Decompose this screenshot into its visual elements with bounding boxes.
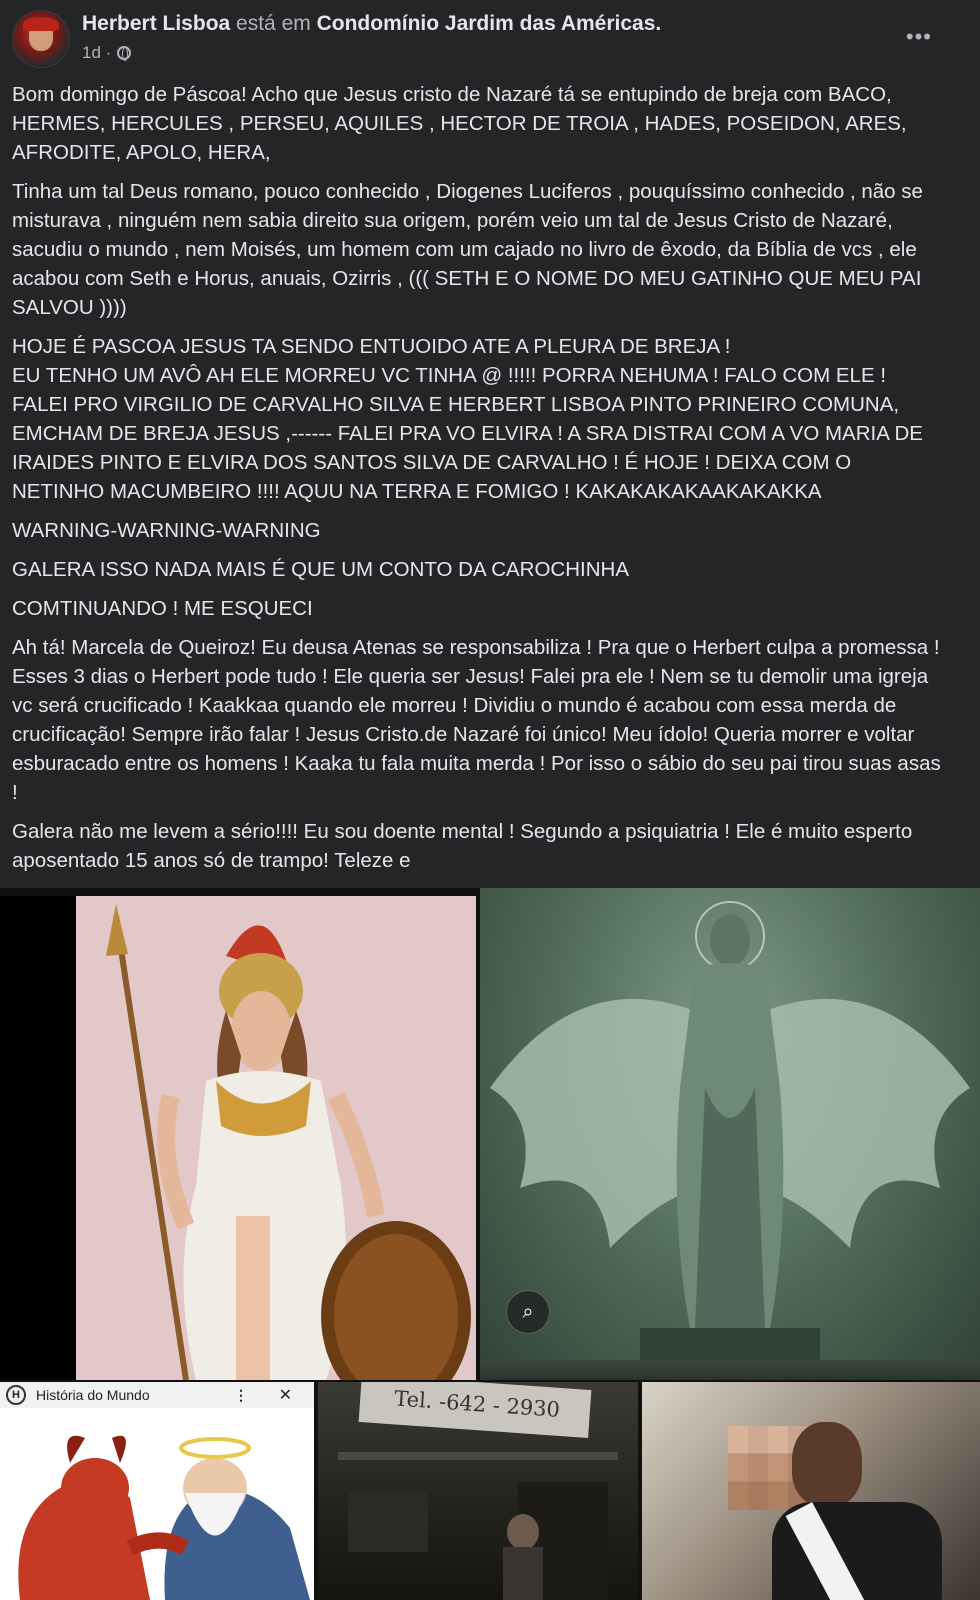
post-header	[0, 0, 980, 70]
post-paragraph: HOJE É PASCOA JESUS TA SENDO ENTUOIDO ATE A PLEURA DE BREJA ! EU TENHO UM AVÔ AH ELE MORREU VC TINHA @ !!!!! PORRA NEHUMA ! FALO COM ELE ! FALEI PRO VIRGILIO DE CARVALHO SILVA E HERBERT LISBOA PINTO PRINEIRO COMUNA, EMCHAM DE BREJA JESUS ,------ FALEI PRA VO ELVIRA ! A SRA DISTRAI COM A VO MARIA DE IRAIDES PINTO E ELVIRA DOS SANTOS SILVA DE CARVALHO ! É HOJE ! DEIXA COM O NETINHO MACUMBEIRO !!!! AQUU NA TERRA E FOMIGO ! KAKAKAKAKAAKAKAKKA	[12, 335, 923, 503]
post-paragraph: Bom domingo de Páscoa! Acho que Jesus cristo de Nazaré tá se entupindo de breja com BACO, HERMES, HERCULES , PERSEU, AQUILES , HECTOR DE TROIA , HADES, POSEIDON, ARES, AFRODITE, APOLO, HERA,	[12, 83, 907, 164]
location-name[interactable]: Condomínio Jardim das Américas.	[316, 12, 662, 35]
post-paragraph: Ah tá! Marcela de Queiroz! Eu deusa Atenas se responsabiliza ! Pra que o Herbert culpa a promessa ! Esses 3 dias o Herbert pode tudo ! Ele queria ser Jesus! Falei pra ele ! Nem se tu demolir uma igreja vc será crucificado ! Kaakkaa quando ele morreu ! Dividiu o mundo é acabou com essa merda de crucificação! Sempre irão falar ! Jesus Cristo.de Nazaré foi único! Meu ídolo! Queria morrer e voltar esburacado entre os homens ! Kaaka tu fala muita merda ! Por isso o sábio do seu pai tirou suas asas !	[12, 636, 941, 804]
photo-grid	[0, 888, 980, 1600]
history-app-title: História do Mundo	[36, 1387, 150, 1403]
photo-history-do-mundo[interactable]	[0, 1382, 314, 1600]
post-text	[12, 80, 942, 885]
post-meta	[82, 43, 131, 63]
caption-strip	[480, 1360, 980, 1380]
history-app-bar	[0, 1382, 314, 1408]
history-logo-icon: H	[6, 1385, 26, 1405]
post-paragraph: GALERA ISSO NADA MAIS É QUE UM CONTO DA CAROCHINHA	[12, 558, 630, 581]
post-paragraph: Tinha um tal Deus romano, pouco conhecido , Diogenes Luciferos , pouquíssimo conhecido , não se misturava , ninguém nem sabia direito sua origem, porém veio um tal de Jesus Cristo de Nazaré, sacudiu o mundo , nem Moisés, um homem com um cajado no livro de êxodo, da Bíblia de vcs , ele acabou com Seth e Horus, anuais, Ozirris , ((( SETH E O NOME DO MEU GATINHO QUE MEU PAI SALVOU ))))	[12, 180, 923, 319]
location-connector: está em	[236, 12, 311, 35]
kebab-menu-icon[interactable]: ⋮	[234, 1386, 248, 1403]
storefront-image	[318, 1382, 638, 1600]
post-paragraph: Galera não me levem a sério!!!! Eu sou doente mental ! Segundo a psiquiatria ! Ele é muito esperto aposentado 15 anos só de trampo! Teleze e	[12, 820, 913, 872]
athena-illustration	[76, 896, 476, 1380]
close-icon[interactable]: ✕	[278, 1387, 292, 1404]
post-time[interactable]: 1d ·	[82, 43, 112, 62]
athena-figure-image	[76, 896, 476, 1380]
author-avatar[interactable]	[12, 10, 70, 68]
person-face	[792, 1422, 862, 1506]
photo-selfie[interactable]	[642, 1382, 980, 1600]
photo-bar-storefront[interactable]	[318, 1382, 638, 1600]
more-options-button[interactable]: •••	[905, 24, 932, 49]
globe-icon	[117, 46, 131, 60]
photo-athena[interactable]	[0, 896, 476, 1380]
devil-and-god-image	[0, 1408, 314, 1600]
author-name[interactable]: Herbert Lisboa	[82, 12, 231, 35]
post-paragraph: COMTINUANDO ! ME ESQUECI	[12, 597, 313, 620]
post-paragraph: WARNING-WARNING-WARNING	[12, 519, 321, 542]
author-line	[82, 12, 661, 36]
bar-sign: Tel. -642 - 2930	[359, 1382, 592, 1438]
visual-search-icon[interactable]: ⌕	[506, 1290, 550, 1334]
angel-figure-image	[480, 888, 980, 1380]
photo-angel-statue[interactable]	[480, 888, 980, 1380]
